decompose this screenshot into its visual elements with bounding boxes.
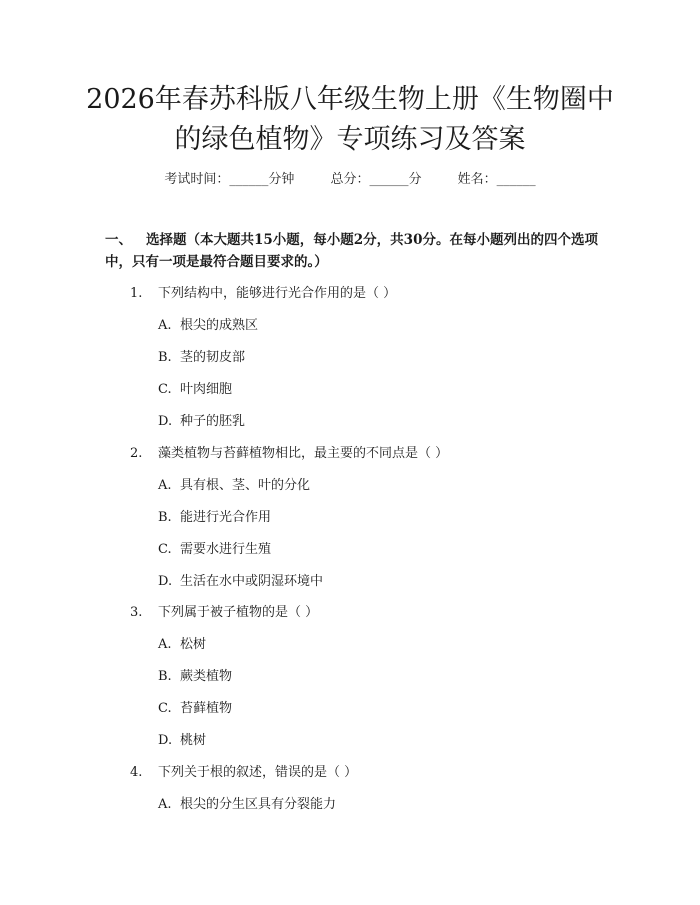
option-text: 根尖的分生区具有分裂能力 bbox=[180, 797, 337, 812]
question-3-option-a bbox=[158, 633, 206, 652]
option-letter: B. bbox=[158, 669, 172, 684]
question-2-option-a bbox=[158, 474, 310, 493]
question-number: 4. bbox=[130, 765, 143, 780]
option-text: 种子的胚乳 bbox=[180, 414, 246, 429]
question-text: 下列关于根的叙述，错误的是（ ） bbox=[158, 765, 358, 780]
question-3-option-b bbox=[158, 665, 232, 684]
question-text: 下列属于被子植物的是（ ） bbox=[158, 605, 319, 620]
question-1 bbox=[130, 282, 396, 301]
option-letter: A. bbox=[158, 318, 172, 333]
title-line-1: 2026年春苏科版八年级生物上册《生物圈中 bbox=[86, 84, 614, 115]
option-letter: D. bbox=[158, 414, 173, 429]
option-letter: D. bbox=[158, 733, 173, 748]
option-letter: B. bbox=[158, 350, 172, 365]
question-text: 下列结构中，能够进行光合作用的是（ ） bbox=[158, 286, 397, 301]
question-3 bbox=[130, 601, 318, 620]
option-letter: C. bbox=[158, 701, 172, 716]
option-text: 能进行光合作用 bbox=[180, 510, 272, 525]
option-text: 桃树 bbox=[180, 733, 207, 748]
section-number: 一、 bbox=[105, 232, 132, 248]
document-title bbox=[60, 80, 640, 160]
total-score-field: 总分：______分 bbox=[330, 172, 422, 187]
question-4 bbox=[130, 761, 357, 780]
question-2 bbox=[130, 442, 448, 461]
question-1-option-c bbox=[158, 378, 232, 397]
exam-time-field: 考试时间：______分钟 bbox=[164, 172, 295, 187]
option-letter: C. bbox=[158, 382, 172, 397]
option-letter: B. bbox=[158, 510, 172, 525]
name-field: 姓名：______ bbox=[457, 172, 536, 187]
question-number: 2. bbox=[130, 446, 143, 461]
question-1-option-b bbox=[158, 346, 245, 365]
section-header bbox=[105, 229, 605, 273]
exam-info bbox=[0, 168, 700, 187]
option-letter: D. bbox=[158, 574, 173, 589]
question-1-option-d bbox=[158, 410, 245, 429]
option-text: 蕨类植物 bbox=[180, 669, 233, 684]
question-2-option-b bbox=[158, 506, 271, 525]
question-number: 1. bbox=[130, 286, 143, 301]
option-letter: A. bbox=[158, 797, 172, 812]
option-text: 茎的韧皮部 bbox=[180, 350, 246, 365]
question-2-option-c bbox=[158, 538, 271, 557]
option-text: 具有根、茎、叶的分化 bbox=[180, 478, 311, 493]
option-text: 苔藓植物 bbox=[180, 701, 233, 716]
option-text: 需要水进行生殖 bbox=[180, 542, 272, 557]
question-text: 藻类植物与苔藓植物相比，最主要的不同点是（ ） bbox=[158, 446, 449, 461]
option-text: 生活在水中或阴湿环境中 bbox=[180, 574, 324, 589]
question-4-option-a bbox=[158, 793, 336, 812]
title-line-2: 的绿色植物》专项练习及答案 bbox=[174, 124, 526, 155]
question-2-option-d bbox=[158, 570, 323, 589]
option-letter: C. bbox=[158, 542, 172, 557]
question-1-option-a bbox=[158, 314, 258, 333]
section-text: 选择题（本大题共15小题，每小题2分，共30分。在每小题列出的四个选项中，只有一项是最符合题目要求的。） bbox=[105, 232, 598, 270]
option-text: 松树 bbox=[180, 637, 207, 652]
question-number: 3. bbox=[130, 605, 143, 620]
option-letter: A. bbox=[158, 637, 172, 652]
question-3-option-c bbox=[158, 697, 232, 716]
option-text: 叶肉细胞 bbox=[180, 382, 233, 397]
question-3-option-d bbox=[158, 729, 206, 748]
option-text: 根尖的成熟区 bbox=[180, 318, 259, 333]
option-letter: A. bbox=[158, 478, 172, 493]
